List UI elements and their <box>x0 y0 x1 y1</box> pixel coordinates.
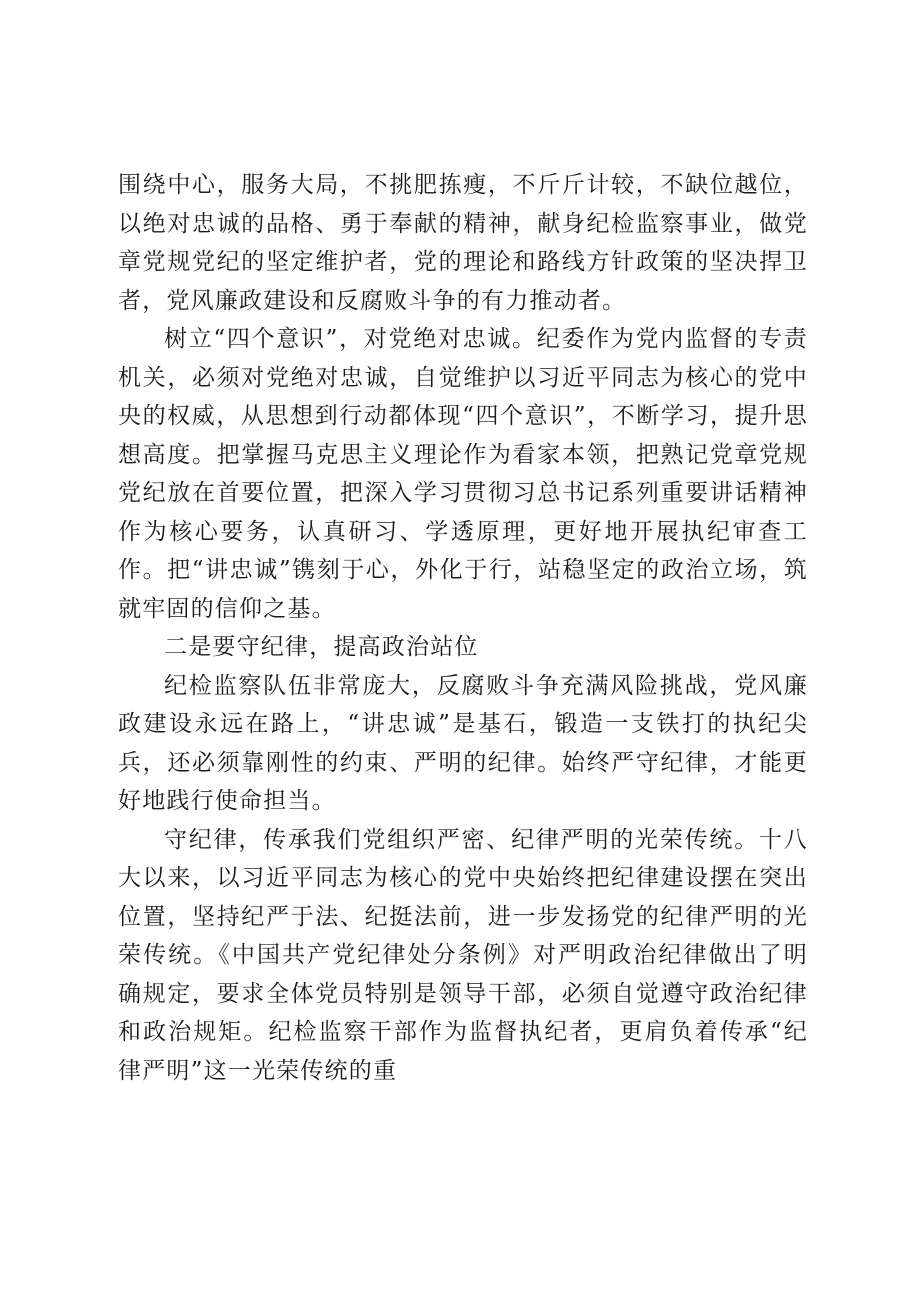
paragraph-3: 纪检监察队伍非常庞大，反腐败斗争充满风险挑战，党风廉政建设永远在路上，“讲忠诚”是基石，锻造一支铁打的执纪尖兵，还必须靠刚性的约束、严明的纪律。始终严守纪律，才能更好地践行使命担当。 <box>118 672 808 814</box>
paragraph-1: 围绕中心，服务大局，不挑肥拣瘦，不斤斤计较，不缺位越位，以绝对忠诚的品格、勇于奉献的精神，献身纪检监察事业，做党章党规党纪的坚定维护者，党的理论和路线方针政策的坚决捍卫者，党风廉政建设和反腐败斗争的有力推动者。 <box>118 172 808 314</box>
paragraph-4: 守纪律，传承我们党组织严密、纪律严明的光荣传统。十八大以来，以习近平同志为核心的党中央始终把纪律建设摆在突出位置，坚持纪严于法、纪挺法前，进一步发扬党的纪律严明的光荣传统。《中国共产党纪律处分条例》对严明政治纪律做出了明确规定，要求全体党员特别是领导干部，必须自觉遵守政治纪律和政治规矩。纪检监察干部作为监督执纪者，更肩负着传承“纪律严明”这一光荣传统的重 <box>118 826 808 1084</box>
document-body <box>118 166 808 1090</box>
section-heading: 二是要守纪律，提高政治站位 <box>164 634 479 660</box>
paragraph-2: 树立“四个意识”，对党绝对忠诚。纪委作为党内监督的专责机关，必须对党绝对忠诚，自觉维护以习近平同志为核心的党中央的权威，从思想到行动都体现“四个意识”，不断学习，提升思想高度。把掌握马克思主义理论作为看家本领，把熟记党章党规党纪放在首要位置，把深入学习贯彻习总书记系列重要讲话精神作为核心要务，认真研习、学透原理，更好地开展执纪审查工作。把“讲忠诚”镌刻于心，外化于行，站稳坚定的政治立场，筑就牢固的信仰之基。 <box>118 326 808 622</box>
